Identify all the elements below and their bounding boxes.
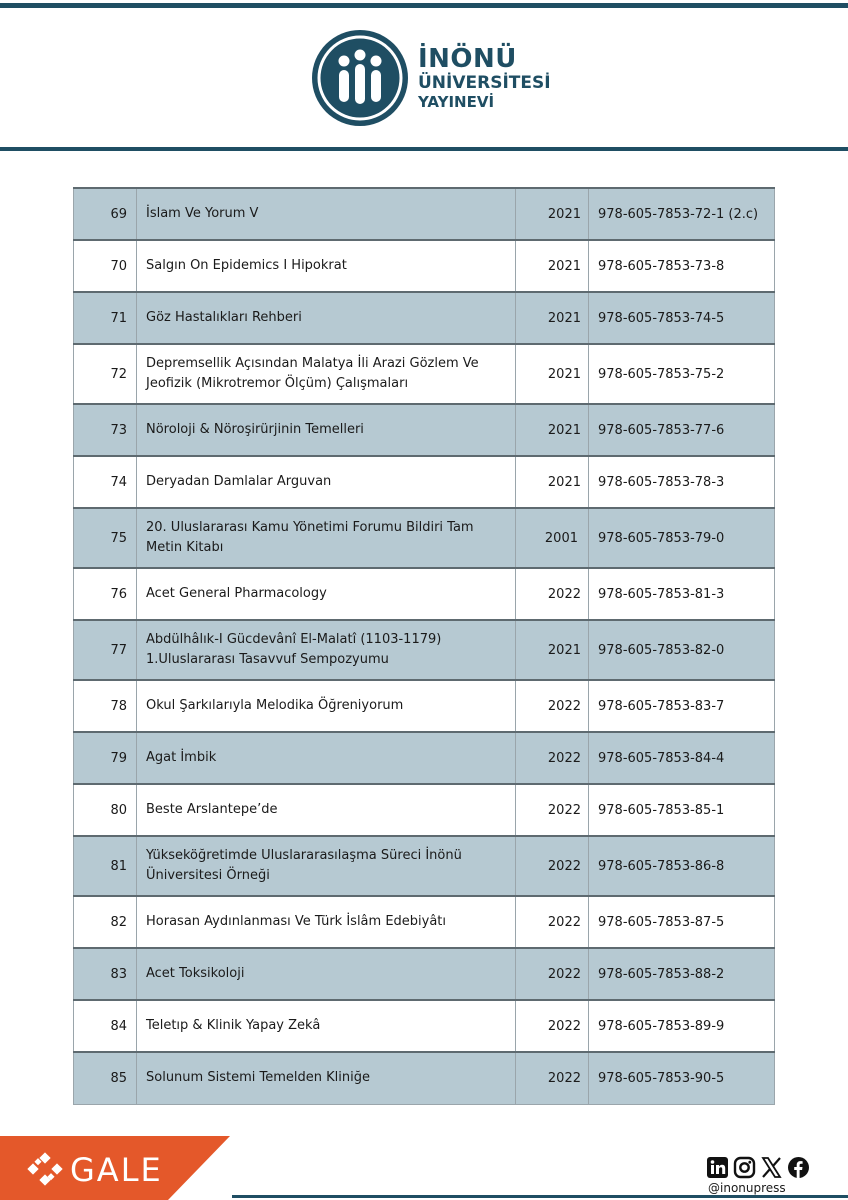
row-number: 72 [74,344,137,404]
publication-year: 2021 [516,292,589,344]
book-title: Abdülhâlık-I Gücdevânî El-Malatî (1103-1179) 1.Uluslararası Tasavvuf Sempozyumu [137,620,516,680]
book-title: Yükseköğretimde Uluslararasılaşma Süreci İnönü Üniversitesi Örneği [137,836,516,896]
isbn-number: 978-605-7853-81-3 [589,568,775,620]
social-handle: @inonupress [708,1181,786,1195]
book-title: Agat İmbik [137,732,516,784]
row-number: 70 [74,240,137,292]
publication-year: 2021 [516,188,589,240]
table-row [74,620,775,680]
publication-year: 2022 [516,1000,589,1052]
publication-year: 2022 [516,836,589,896]
book-title: Okul Şarkılarıyla Melodika Öğreniyorum [137,680,516,732]
university-emblem-icon [310,28,410,128]
book-title: 20. Uluslararası Kamu Yönetimi Forumu Bildiri Tam Metin Kitabı [137,508,516,568]
row-number: 77 [74,620,137,680]
table-row [74,240,775,292]
table-row [74,732,775,784]
book-title: Beste Arslantepe’de [137,784,516,836]
x-icon[interactable] [760,1156,783,1179]
table-row [74,836,775,896]
isbn-number: 978-605-7853-74-5 [589,292,775,344]
instagram-icon[interactable] [733,1156,756,1179]
book-title: İslam Ve Yorum V [137,188,516,240]
isbn-number: 978-605-7853-83-7 [589,680,775,732]
table-row [74,292,775,344]
table-row [74,1052,775,1104]
publication-year: 2021 [516,344,589,404]
isbn-number: 978-605-7853-89-9 [589,1000,775,1052]
book-title: Depremsellik Açısından Malatya İli Arazi Gözlem Ve Jeofizik (Mikrotremor Ölçüm) Çalışmaları [137,344,516,404]
book-title: Nöroloji & Nöroşirürjinin Temelleri [137,404,516,456]
table-row [74,1000,775,1052]
gale-logo-icon [26,1152,64,1186]
top-rule [0,3,848,8]
table-row [74,188,775,240]
header-rule [0,147,848,151]
isbn-number: 978-605-7853-73-8 [589,240,775,292]
table-row [74,456,775,508]
isbn-number: 978-605-7853-77-6 [589,404,775,456]
book-title: Teletıp & Klinik Yapay Zekâ [137,1000,516,1052]
row-number: 75 [74,508,137,568]
publication-year: 2001 [516,508,589,568]
table-row [74,344,775,404]
isbn-number: 978-605-7853-84-4 [589,732,775,784]
row-number: 80 [74,784,137,836]
isbn-number: 978-605-7853-75-2 [589,344,775,404]
table-row [74,948,775,1000]
publications-table [73,187,775,1105]
row-number: 74 [74,456,137,508]
row-number: 71 [74,292,137,344]
logo-line-1: İNÖNÜ [418,44,517,74]
row-number: 84 [74,1000,137,1052]
table-row [74,896,775,948]
isbn-number: 978-605-7853-72-1 (2.c) [589,188,775,240]
publication-year: 2021 [516,404,589,456]
row-number: 76 [74,568,137,620]
publication-year: 2022 [516,784,589,836]
book-title: Deryadan Damlalar Arguvan [137,456,516,508]
row-number: 73 [74,404,137,456]
row-number: 78 [74,680,137,732]
isbn-number: 978-605-7853-82-0 [589,620,775,680]
row-number: 82 [74,896,137,948]
logo-line-2: ÜNİVERSİTESİ [418,73,551,93]
isbn-number: 978-605-7853-79-0 [589,508,775,568]
logo-wordmark [418,46,551,110]
table-body [74,188,775,1104]
isbn-number: 978-605-7853-88-2 [589,948,775,1000]
row-number: 79 [74,732,137,784]
linkedin-icon[interactable] [706,1156,729,1179]
isbn-number: 978-605-7853-78-3 [589,456,775,508]
book-title: Göz Hastalıkları Rehberi [137,292,516,344]
publication-year: 2022 [516,568,589,620]
row-number: 69 [74,188,137,240]
publication-year: 2022 [516,948,589,1000]
logo-line-3: YAYINEVİ [418,93,495,111]
book-title: Salgın On Epidemics I Hipokrat [137,240,516,292]
publication-year: 2021 [516,456,589,508]
publication-year: 2021 [516,620,589,680]
book-title: Solunum Sistemi Temelden Kliniğe [137,1052,516,1104]
isbn-number: 978-605-7853-86-8 [589,836,775,896]
isbn-number: 978-605-7853-90-5 [589,1052,775,1104]
table-row [74,508,775,568]
publication-year: 2022 [516,1052,589,1104]
row-number: 85 [74,1052,137,1104]
table-row [74,568,775,620]
row-number: 81 [74,836,137,896]
book-title: Acet Toksikoloji [137,948,516,1000]
book-title: Horasan Aydınlanması Ve Türk İslâm Edebiyâtı [137,896,516,948]
publication-year: 2022 [516,680,589,732]
row-number: 83 [74,948,137,1000]
isbn-number: 978-605-7853-85-1 [589,784,775,836]
bottom-rule [232,1195,848,1198]
table-row [74,404,775,456]
social-links [706,1156,810,1179]
table-row [74,784,775,836]
publication-year: 2022 [516,732,589,784]
facebook-icon[interactable] [787,1156,810,1179]
publisher-logo [310,28,551,128]
gale-label: GALE [70,1151,163,1189]
publication-year: 2022 [516,896,589,948]
table-row [74,680,775,732]
isbn-number: 978-605-7853-87-5 [589,896,775,948]
publication-year: 2021 [516,240,589,292]
book-title: Acet General Pharmacology [137,568,516,620]
